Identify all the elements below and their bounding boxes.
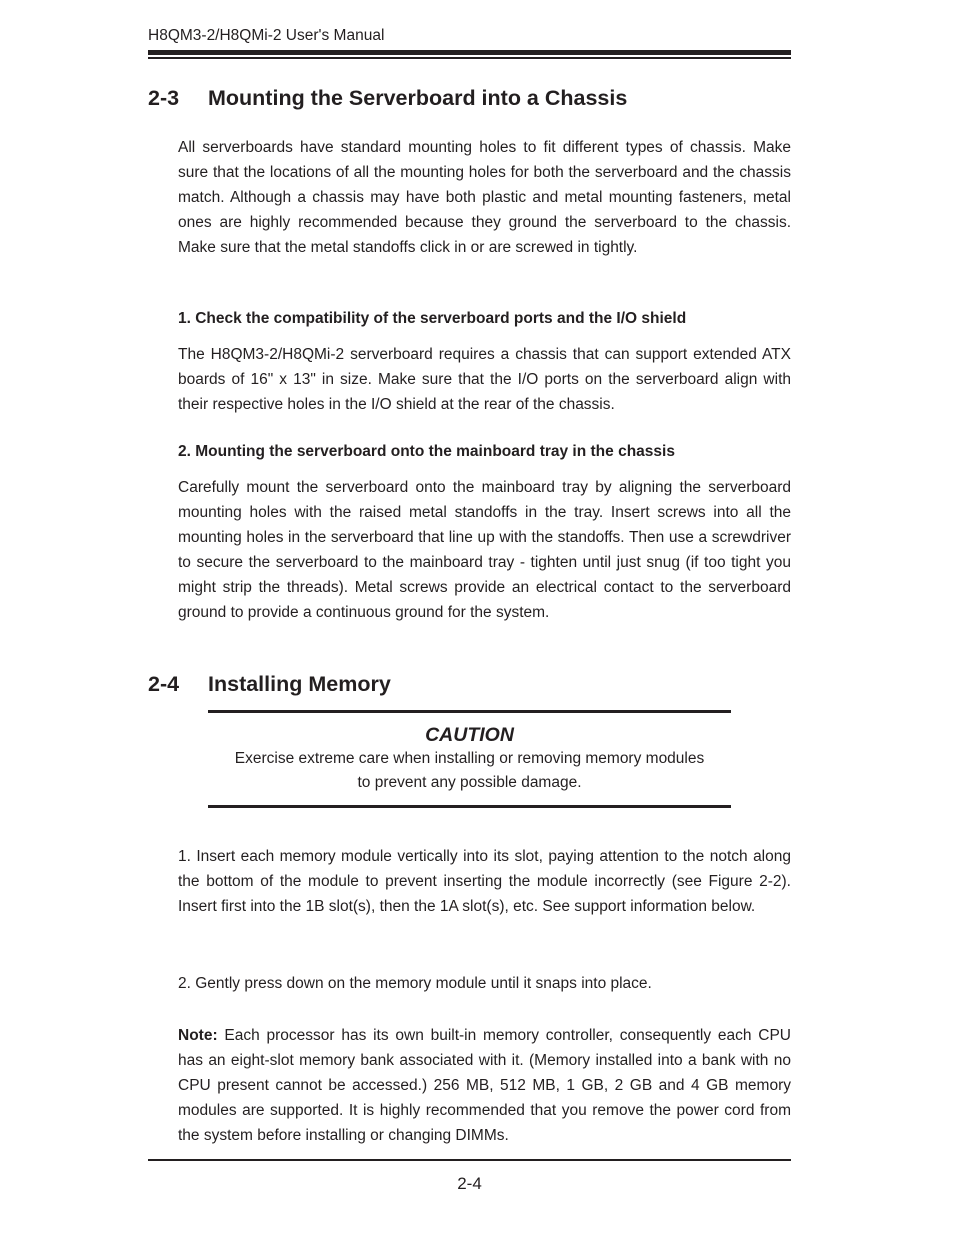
memory-step-1: 1. Insert each memory module vertically into its slot, paying attention to the notch along the bottom of the module to prevent inserting the module incorrectly (see Figure 2-2). Insert first into the 1B slot(s), then the 1A slot(s), etc. See support information below. <box>178 848 791 915</box>
caution-line-2: to prevent any possible damage. <box>357 774 582 791</box>
note-label: Note: <box>178 1027 218 1044</box>
section-number: 2-3 <box>148 86 180 110</box>
section-2-3-heading <box>148 86 627 111</box>
section-title: Mounting the Serverboard into a Chassis <box>208 86 628 110</box>
step-2-text: Carefully mount the serverboard onto the mainboard tray by aligning the serverboard mounting holes with the raised metal standoffs in the tray. Insert screws into all the mounting holes in the serverboard that line up with the standoffs. Then use a screwdriver to secure the serverboard to the mainboard tray - tighten until just snug (if too tight you might strip the threads). Metal screws provide an electrical contact to the serverboard ground to provide a continuous ground for the system. <box>178 479 791 621</box>
section-2-4-heading <box>148 672 391 697</box>
caution-title: CAUTION <box>425 724 514 746</box>
caution-box <box>208 710 731 808</box>
memory-note <box>178 1023 791 1148</box>
section-title: Installing Memory <box>208 672 391 696</box>
footer-rule <box>148 1159 791 1161</box>
caution-top-rule <box>208 710 731 713</box>
note-text: Each processor has its own built-in memory controller, consequently each CPU has an eight-slot memory bank associated with it. (Memory installed into a bank with no CPU present cannot be accessed.) 256 MB, 512 MB, 1 GB, 2 GB and 4 GB memory modules are supported. It is highly recommended that you remove the power cord from the system before installing or changing DIMMs. <box>178 1027 791 1144</box>
header-rule <box>148 50 791 59</box>
caution-text <box>208 747 731 795</box>
section-number: 2-4 <box>148 672 180 696</box>
step-1-title: 1. Check the compatibility of the serverboard ports and the I/O shield <box>178 310 687 327</box>
caution-bottom-rule <box>208 805 731 808</box>
section-2-3-intro: All serverboards have standard mounting holes to fit different types of chassis. Make sure that the locations of all the mounting holes for both the serverboard and the chassis match. Although a chassis may have both plastic and metal mounting fasteners, metal ones are highly recommended because they ground the serverboard to the chassis. Make sure that the metal standoffs click in or are screwed in tightly. <box>178 139 791 256</box>
page-number: 2-4 <box>457 1174 482 1193</box>
caution-line-1: Exercise extreme care when installing or removing memory modules <box>234 750 705 767</box>
header-rule-thin <box>148 57 791 59</box>
running-header: H8QM3-2/H8QMi-2 User's Manual <box>148 27 385 44</box>
header-rule-thick <box>148 50 791 55</box>
memory-step-2: 2. Gently press down on the memory module until it snaps into place. <box>178 975 652 992</box>
step-2-title: 2. Mounting the serverboard onto the mainboard tray in the chassis <box>178 443 675 460</box>
step-1-text: The H8QM3-2/H8QMi-2 serverboard requires a chassis that can support extended ATX boards of 16" x 13" in size. Make sure that the I/O ports on the serverboard align with their respective holes in the I/O shield at the rear of the chassis. <box>178 346 791 413</box>
